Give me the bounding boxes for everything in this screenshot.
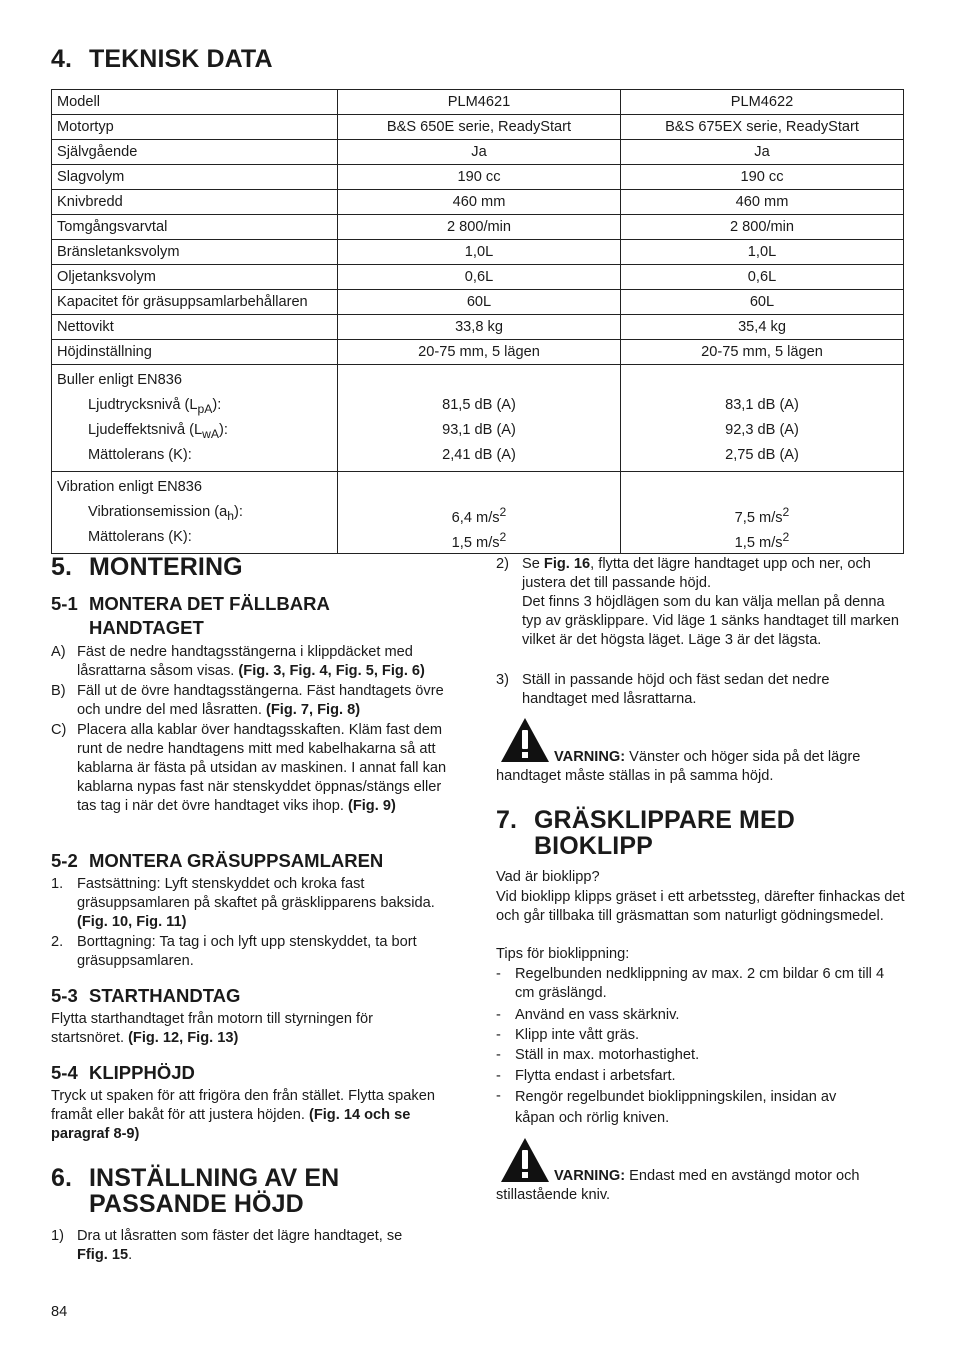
warning-text: Endast med en avstängd motor och stillastående kniv.	[496, 1168, 860, 1203]
label-text: Ljudeffektsnivå (L	[88, 422, 203, 438]
table-cell-value-a: Ja	[338, 140, 621, 165]
table-row	[52, 240, 904, 265]
item-text: Dra ut låsratten som fäster det lägre handtaget, se	[77, 1228, 403, 1244]
table-row	[52, 340, 904, 365]
figure-ref: Ffig. 15	[77, 1247, 129, 1263]
list-label: 1.	[51, 876, 64, 892]
table-cell-value-a: 1,0L	[338, 240, 621, 265]
tip-item	[496, 1046, 904, 1065]
noise-k-value: 2,75 dB (A)	[725, 447, 799, 463]
table-cell-label: Slagvolym	[52, 165, 338, 190]
list-label: B)	[51, 683, 66, 699]
table-cell-label: Knivbredd	[52, 190, 338, 215]
superscript: 2	[782, 505, 790, 519]
subsection-title: KLIPPHÖJD	[89, 1062, 195, 1083]
list-label: 2)	[496, 556, 509, 572]
subsection-title: MONTERA GRÄSUPPSAMLAREN	[89, 850, 384, 871]
vibration-title: Vibration enligt EN836	[57, 479, 202, 495]
tip-item	[496, 965, 904, 1003]
table-row	[52, 115, 904, 140]
item-text: Se	[522, 556, 540, 572]
list-item	[496, 555, 904, 650]
table-row	[52, 190, 904, 215]
label-text: ):	[212, 397, 222, 413]
warning-label: VARNING:	[554, 749, 626, 765]
paragraph: Tips för bioklippning:	[496, 946, 630, 962]
table-cell-value-b: 20-75 mm, 5 lägen	[621, 340, 904, 365]
warning-text: Vänster och höger sida på det lägre handtaget måste ställas in på samma höjd.	[496, 749, 861, 784]
list-item	[51, 721, 461, 816]
table-cell-value-b: 460 mm	[621, 190, 904, 215]
value-number: 1,5	[451, 534, 472, 551]
item-text: .	[128, 1247, 133, 1263]
subsection-title: STARTHANDTAG	[89, 985, 241, 1006]
table-cell-value-a: 20-75 mm, 5 lägen	[338, 340, 621, 365]
unit: m/s	[476, 509, 500, 526]
table-cell-value-a: 460 mm	[338, 190, 621, 215]
subsection-number: 5-3	[51, 985, 78, 1006]
table-cell-value-b: 35,4 kg	[621, 315, 904, 340]
vibration-k-value	[626, 525, 898, 550]
subsection-5-1-heading	[51, 592, 451, 640]
table-cell-value-a	[338, 365, 621, 472]
list-text	[77, 1227, 461, 1265]
tip-item	[496, 1026, 904, 1045]
table-row-vibration	[52, 472, 904, 554]
label-text: Vibrationsemission (a	[88, 504, 228, 520]
spacer	[626, 368, 898, 393]
figure-ref: (Fig. 14 och se paragraf 8-9)	[51, 1107, 411, 1142]
bullet: -	[496, 1088, 501, 1104]
table-row	[52, 215, 904, 240]
table-cell-label: Självgående	[52, 140, 338, 165]
paragraph-text: Tryck ut spaken för att frigöra den från stället. Flytta spaken framåt eller bakåt för att justera höjden.	[51, 1088, 435, 1123]
section-title: TEKNISK DATA	[89, 45, 273, 73]
unit: m/s	[759, 509, 783, 526]
tip-item	[496, 1087, 876, 1129]
table-cell-value-b: B&S 675EX serie, ReadyStart	[621, 115, 904, 140]
unit: m/s	[476, 534, 500, 551]
table-row	[52, 315, 904, 340]
table-cell-label: Tomgångsvarvtal	[52, 215, 338, 240]
noise-lwa-value: 93,1 dB (A)	[442, 422, 516, 438]
warning-label: VARNING:	[554, 1168, 626, 1184]
paragraph	[51, 1010, 421, 1048]
paragraph: Vad är bioklipp?	[496, 869, 600, 885]
item-text: Placera alla kablar över handtagsskaften. Kläm fast dem runt de nedre handtagens mitt med kabelhakarna så att kablarna är fästa på utsidan av maskinen. I annat fall kan kablarna nypas fast när stenskyddet öppnas/stängs eller tas tag i när det övre handtaget viks ihop.	[77, 722, 447, 814]
table-cell-value-b: 1,0L	[621, 240, 904, 265]
value-number: 7,5	[734, 509, 755, 526]
table-row	[52, 140, 904, 165]
list-label: C)	[51, 722, 67, 738]
table-cell-label: Höjdinställning	[52, 340, 338, 365]
table-cell-value-b: 60L	[621, 290, 904, 315]
section-number: 6.	[51, 1164, 73, 1192]
table-cell-value-a: 190 cc	[338, 165, 621, 190]
subsection-5-2-heading	[51, 849, 383, 873]
list-text	[77, 682, 456, 720]
title-line: PASSANDE HÖJD	[89, 1190, 304, 1218]
section-4-heading	[51, 46, 273, 72]
tip-item	[496, 1006, 904, 1025]
vibration-k-value	[343, 525, 615, 550]
table-cell-value-a: 33,8 kg	[338, 315, 621, 340]
tip-text: Flytta endast i arbetsfart.	[515, 1068, 676, 1084]
figure-ref: (Fig. 3, Fig. 4, Fig. 5, Fig. 6)	[238, 663, 425, 679]
list-item	[51, 875, 456, 932]
table-cell-label	[52, 365, 338, 472]
subscript: wA	[202, 426, 220, 441]
value-number: 1,5	[734, 534, 755, 551]
spacer	[343, 475, 615, 500]
list-label: 3)	[496, 672, 509, 688]
subsection-number: 5-4	[51, 1062, 78, 1083]
list-item	[51, 643, 461, 681]
vibration-ah-value	[343, 500, 615, 525]
vibration-ah-label	[57, 500, 332, 525]
bullet: -	[496, 1027, 501, 1043]
section-5-heading	[51, 554, 243, 580]
superscript: 2	[499, 530, 507, 544]
spacer	[626, 475, 898, 500]
paragraph-text: Flytta starthandtaget från motorn till styrningen för startsnöret.	[51, 1011, 374, 1046]
table-row	[52, 165, 904, 190]
section-number: 4.	[51, 45, 73, 73]
spacer	[343, 368, 615, 393]
tech-data-table	[51, 89, 904, 554]
list-item	[51, 682, 456, 720]
noise-k-label: Mättolerans (K):	[88, 447, 192, 463]
noise-lwa-label	[57, 418, 332, 443]
section-number: 5.	[51, 553, 73, 581]
tip-text: Regelbunden nedklippning av max. 2 cm bildar 6 cm till 4 cm gräslängd.	[515, 966, 885, 1001]
item-text: Det finns 3 höjdlägen som du kan välja mellan på denna typ av gräsklippare. Vid läge 1 sänks handtaget till marken vilket är det högsta läget. Läge 3 är det lägsta.	[522, 594, 899, 648]
section-title	[89, 1165, 461, 1217]
subscript: h	[227, 508, 235, 523]
tip-item	[496, 1067, 904, 1086]
list-text	[77, 643, 461, 681]
table-cell-model-a: PLM4621	[338, 90, 621, 115]
section-7-heading	[496, 807, 896, 859]
table-cell-label	[52, 472, 338, 554]
list-text	[77, 875, 456, 932]
subsection-5-4-heading	[51, 1061, 195, 1085]
list-label: A)	[51, 644, 66, 660]
table-cell-label: Motortyp	[52, 115, 338, 140]
vibration-ah-value	[626, 500, 898, 525]
table-cell-value-b	[621, 365, 904, 472]
label-text: ):	[219, 422, 228, 438]
list-label: 2.	[51, 934, 64, 950]
list-item	[51, 1227, 461, 1265]
table-cell-label: Nettovikt	[52, 315, 338, 340]
title-line: INSTÄLLNING AV EN	[89, 1164, 340, 1192]
table-row	[52, 290, 904, 315]
title-line: HANDTAGET	[89, 617, 204, 638]
paragraph: Vid bioklipp klipps gräset i ett arbetssteg, därefter finhackas det och går tillbaka till gräsmattan som naturligt gödningsmedel.	[496, 889, 905, 924]
table-cell-value-b: 0,6L	[621, 265, 904, 290]
list-item	[51, 933, 456, 971]
subsection-number: 5-1	[51, 593, 78, 614]
list-text	[522, 555, 904, 650]
unit: m/s	[759, 534, 783, 551]
vibration-k-label: Mättolerans (K):	[88, 529, 192, 545]
section-6-heading	[51, 1165, 461, 1217]
table-cell-value-a: B&S 650E serie, ReadyStart	[338, 115, 621, 140]
tip-text: Använd en vass skärkniv.	[515, 1007, 680, 1023]
item-text: Fäll ut de övre handtagsstängerna. Fäst handtagets övre och undre del med låsratten.	[77, 683, 444, 718]
title-line: BIOKLIPP	[534, 832, 653, 860]
table-cell-value-b	[621, 472, 904, 554]
item-text: , flytta det lägre handtaget upp och ner, och justera det till passande höjd.	[522, 556, 871, 591]
figure-ref: (Fig. 7, Fig. 8)	[266, 702, 361, 718]
table-cell-value-a: 2 800/min	[338, 215, 621, 240]
table-cell-value-b: 190 cc	[621, 165, 904, 190]
tip-text: Klipp inte vått gräs.	[515, 1027, 640, 1043]
subsection-number: 5-2	[51, 850, 78, 871]
item-text: Fastsättning: Lyft stenskyddet och kroka fast gräsuppsamlaren på skaftet på gräsklipparens baksida.	[77, 876, 435, 911]
figure-ref: (Fig. 12, Fig. 13)	[128, 1030, 239, 1046]
table-cell-label: Kapacitet för gräsuppsamlarbehållaren	[52, 290, 338, 315]
bullet: -	[496, 1007, 501, 1023]
list-text	[77, 721, 461, 816]
table-cell-label: Bränsletanksvolym	[52, 240, 338, 265]
bullet: -	[496, 1068, 501, 1084]
superscript: 2	[499, 505, 507, 519]
figure-ref: Fig. 16	[543, 556, 591, 572]
section-title: MONTERING	[89, 553, 243, 581]
table-cell-value-b: Ja	[621, 140, 904, 165]
label-text: ):	[234, 504, 243, 520]
bullet: -	[496, 1047, 501, 1063]
page-number: 84	[51, 1304, 68, 1320]
noise-lpa-value: 83,1 dB (A)	[725, 397, 799, 413]
figure-ref: (Fig. 9)	[347, 798, 396, 814]
list-label: 1)	[51, 1228, 64, 1244]
table-cell-label: Modell	[52, 90, 338, 115]
table-cell-label: Oljetanksvolym	[52, 265, 338, 290]
bullet: -	[496, 966, 501, 982]
table-cell-value-b: 2 800/min	[621, 215, 904, 240]
subsection-5-3-heading	[51, 984, 240, 1008]
tip-text: Ställ in max. motorhastighet.	[515, 1047, 700, 1063]
figure-ref: (Fig. 10, Fig. 11)	[77, 914, 187, 930]
subscript: pA	[197, 401, 213, 416]
noise-lwa-value: 92,3 dB (A)	[725, 422, 799, 438]
superscript: 2	[782, 530, 790, 544]
warning-paragraph	[496, 748, 896, 786]
tip-text: Rengör regelbundet bioklippningskilen, insidan av kåpan och rörlig kniven.	[515, 1089, 837, 1126]
warning-paragraph	[496, 1167, 896, 1205]
subsection-title	[89, 592, 451, 640]
section-title	[534, 807, 896, 859]
section-number: 7.	[496, 806, 518, 834]
table-row-noise	[52, 365, 904, 472]
list-text: Borttagning: Ta tag i och lyft upp stenskyddet, ta bort gräsuppsamlaren.	[77, 934, 417, 969]
table-header-row	[52, 90, 904, 115]
list-item	[496, 671, 896, 709]
list-text: Ställ in passande höjd och fäst sedan det nedre handtaget med låsrattarna.	[522, 672, 830, 707]
item-text: Fäst de nedre handtagsstängerna i klippdäcket med låsrattarna såsom visas.	[77, 644, 413, 679]
noise-k-value: 2,41 dB (A)	[442, 447, 516, 463]
table-cell-model-b: PLM4622	[621, 90, 904, 115]
noise-lpa-label	[57, 393, 332, 418]
table-cell-value-a: 60L	[338, 290, 621, 315]
noise-title: Buller enligt EN836	[57, 372, 182, 388]
title-line: GRÄSKLIPPARE MED	[534, 806, 795, 834]
noise-lpa-value: 81,5 dB (A)	[442, 397, 516, 413]
table-cell-value-a: 0,6L	[338, 265, 621, 290]
paragraph	[51, 1087, 451, 1144]
table-row	[52, 265, 904, 290]
table-cell-value-a	[338, 472, 621, 554]
value-number: 6,4	[451, 509, 472, 526]
title-line: MONTERA DET FÄLLBARA	[89, 593, 330, 614]
label-text: Ljudtrycksnivå (L	[88, 397, 198, 413]
